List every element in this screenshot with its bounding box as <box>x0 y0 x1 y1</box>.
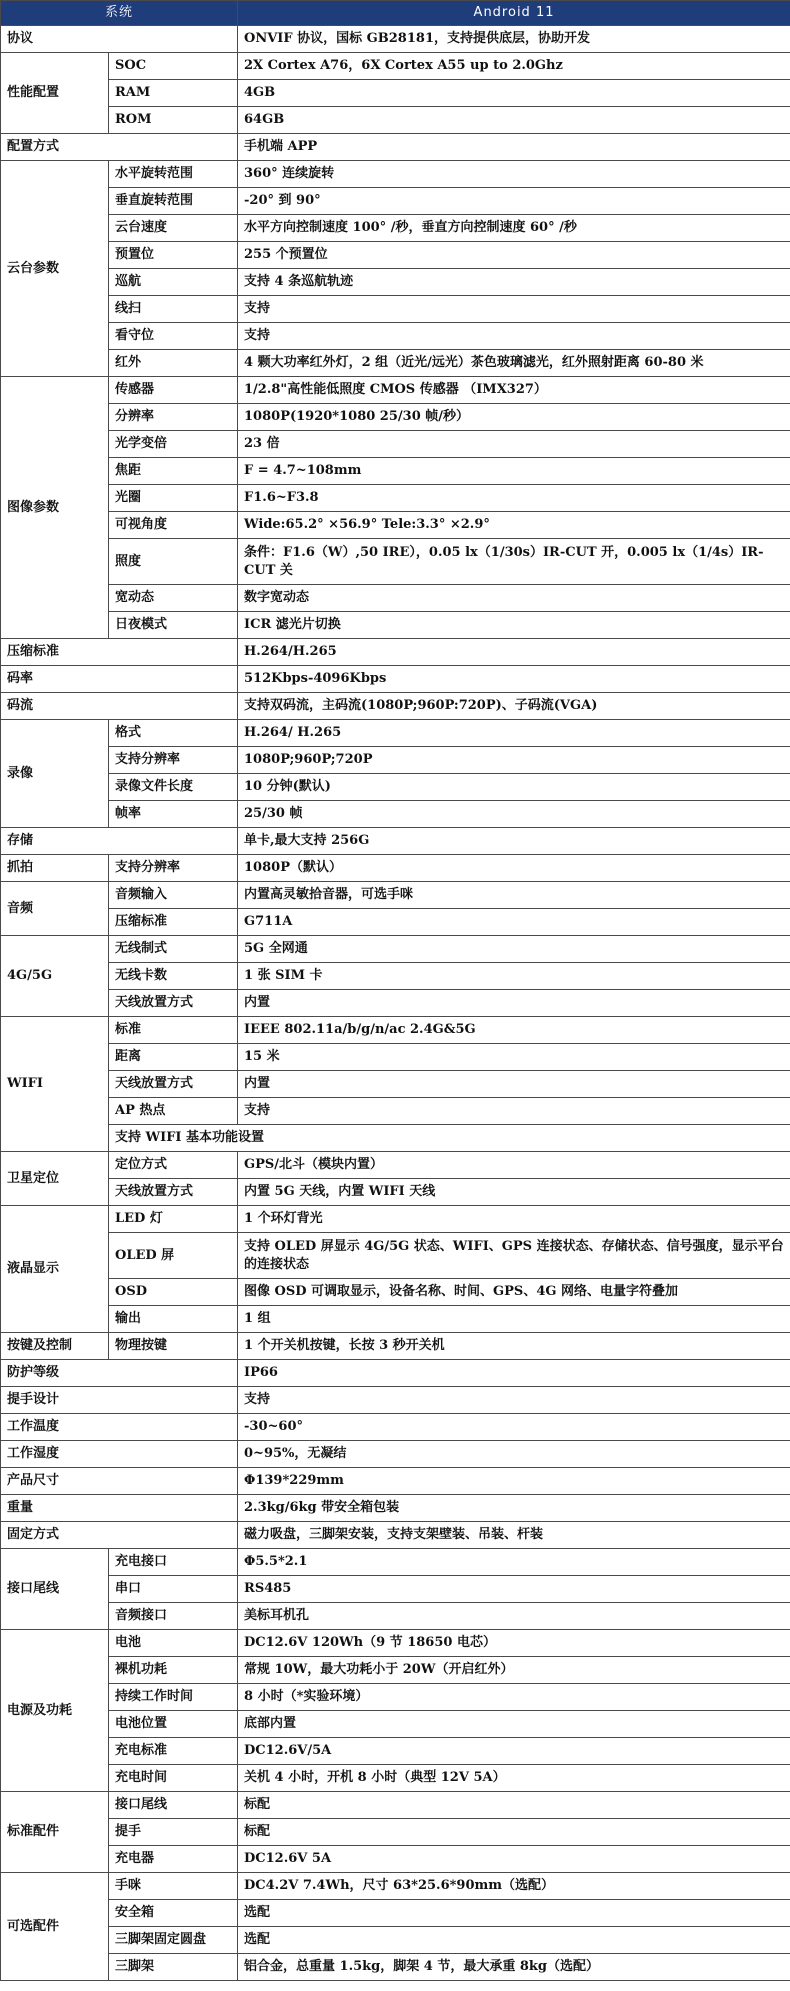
spec-value-cell: 5G 全网通 <box>238 936 790 963</box>
spec-value-cell: -30~60° <box>238 1414 790 1441</box>
spec-key-cell: 光圈 <box>109 485 238 512</box>
group-label-cell: 录像 <box>1 720 109 828</box>
table-row <box>1 801 790 828</box>
spec-key-cell: 支持分辨率 <box>109 747 238 774</box>
group-label-cell: 接口尾线 <box>1 1549 109 1630</box>
spec-value-cell: 水平方向控制速度 100° /秒，垂直方向控制速度 60° /秒 <box>238 215 790 242</box>
spec-key-cell: 预置位 <box>109 242 238 269</box>
spec-key-cell: 三脚架 <box>109 1954 238 1981</box>
spec-key-cell: 持续工作时间 <box>109 1684 238 1711</box>
spec-value-cell: ICR 滤光片切换 <box>238 612 790 639</box>
table-row <box>1 26 790 53</box>
spec-value-cell: 360° 连续旋转 <box>238 161 790 188</box>
table-row <box>1 1044 790 1071</box>
table-row <box>1 909 790 936</box>
spec-key-cell: 标准 <box>109 1017 238 1044</box>
spec-key-cell: 充电接口 <box>109 1549 238 1576</box>
group-label-cell: 图像参数 <box>1 377 109 639</box>
table-row <box>1 53 790 80</box>
spec-label-cell: 码流 <box>1 693 238 720</box>
spec-value-cell: 选配 <box>238 1900 790 1927</box>
spec-value-cell: 0~95%，无凝结 <box>238 1441 790 1468</box>
spec-value-cell: 1080P;960P;720P <box>238 747 790 774</box>
table-row <box>1 882 790 909</box>
table-row <box>1 1900 790 1927</box>
spec-label-cell: 产品尺寸 <box>1 1468 238 1495</box>
table-row <box>1 512 790 539</box>
table-row <box>1 242 790 269</box>
spec-key-cell: 录像文件长度 <box>109 774 238 801</box>
group-label-cell: 液晶显示 <box>1 1206 109 1333</box>
spec-label-cell: 提手设计 <box>1 1387 238 1414</box>
spec-value-cell: 支持双码流，主码流(1080P;960P:720P)、子码流(VGA) <box>238 693 790 720</box>
spec-key-cell: 宽动态 <box>109 585 238 612</box>
spec-label-cell: 防护等级 <box>1 1360 238 1387</box>
spec-value-cell: 8 小时（*实验环境） <box>238 1684 790 1711</box>
table-row <box>1 1576 790 1603</box>
table-row <box>1 1017 790 1044</box>
spec-key-cell: RAM <box>109 80 238 107</box>
spec-key-cell: 天线放置方式 <box>109 1179 238 1206</box>
spec-key-cell: 红外 <box>109 350 238 377</box>
spec-key-cell: OLED 屏 <box>109 1233 238 1279</box>
table-row <box>1 296 790 323</box>
spec-value-cell: H.264/ H.265 <box>238 720 790 747</box>
spec-value-cell: 1080P（默认） <box>238 855 790 882</box>
spec-value-cell: DC4.2V 7.4Wh，尺寸 63*25.6*90mm（选配） <box>238 1873 790 1900</box>
spec-key-cell: 巡航 <box>109 269 238 296</box>
table-row <box>1 1711 790 1738</box>
table-row <box>1 990 790 1017</box>
spec-value-cell: 10 分钟(默认) <box>238 774 790 801</box>
spec-value-cell: 内置高灵敏拾音器，可选手咪 <box>238 882 790 909</box>
spec-value-cell: IP66 <box>238 1360 790 1387</box>
spec-key-cell: 照度 <box>109 539 238 585</box>
spec-key-cell: 焦距 <box>109 458 238 485</box>
spec-value-cell: 单卡,最大支持 256G <box>238 828 790 855</box>
spec-table-body <box>1 26 790 1981</box>
table-row <box>1 323 790 350</box>
table-row <box>1 1549 790 1576</box>
table-row <box>1 269 790 296</box>
table-row <box>1 485 790 512</box>
table-row <box>1 963 790 990</box>
spec-label-cell: 固定方式 <box>1 1522 238 1549</box>
spec-value-cell: 底部内置 <box>238 1711 790 1738</box>
spec-key-cell: SOC <box>109 53 238 80</box>
group-label-cell: WIFI <box>1 1017 109 1152</box>
spec-value-cell: 2.3kg/6kg 带安全箱包装 <box>238 1495 790 1522</box>
header-system-value: Android 11 <box>238 1 790 26</box>
table-row <box>1 1954 790 1981</box>
spec-value-cell: 数字宽动态 <box>238 585 790 612</box>
spec-key-cell: ROM <box>109 107 238 134</box>
spec-key-cell: 充电器 <box>109 1846 238 1873</box>
spec-value-cell: 内置 <box>238 1071 790 1098</box>
table-row <box>1 188 790 215</box>
spec-value-cell: 手机端 APP <box>238 134 790 161</box>
spec-value-cell: 选配 <box>238 1927 790 1954</box>
table-row <box>1 539 790 585</box>
group-label-cell: 电源及功耗 <box>1 1630 109 1792</box>
table-row <box>1 1792 790 1819</box>
header-system-label: 系统 <box>1 1 238 26</box>
group-label-cell: 按键及控制 <box>1 1333 109 1360</box>
spec-value-cell: 内置 5G 天线，内置 WIFI 天线 <box>238 1179 790 1206</box>
spec-key-cell: 定位方式 <box>109 1152 238 1179</box>
group-label-cell: 标准配件 <box>1 1792 109 1873</box>
spec-key-cell: 日夜模式 <box>109 612 238 639</box>
spec-key-cell: 音频输入 <box>109 882 238 909</box>
spec-value-cell: ONVIF 协议，国标 GB28181，支持提供底层，协助开发 <box>238 26 790 53</box>
table-row <box>1 1603 790 1630</box>
spec-value-cell: 支持 <box>238 296 790 323</box>
spec-value-cell: 23 倍 <box>238 431 790 458</box>
table-row <box>1 1927 790 1954</box>
spec-value-cell: 标配 <box>238 1819 790 1846</box>
spec-value-cell: Wide:65.2° ×56.9° Tele:3.3° ×2.9° <box>238 512 790 539</box>
spec-value-cell: F1.6~F3.8 <box>238 485 790 512</box>
spec-key-cell: 光学变倍 <box>109 431 238 458</box>
table-row <box>1 1279 790 1306</box>
spec-key-cell: 距离 <box>109 1044 238 1071</box>
spec-value-cell: IEEE 802.11a/b/g/n/ac 2.4G&5G <box>238 1017 790 1044</box>
spec-key-cell: 帧率 <box>109 801 238 828</box>
spec-key-cell: 格式 <box>109 720 238 747</box>
spec-key-cell: 安全箱 <box>109 1900 238 1927</box>
spec-value-cell: 支持 <box>238 1387 790 1414</box>
spec-value-cell: 1 个环灯背光 <box>238 1206 790 1233</box>
table-row <box>1 1846 790 1873</box>
table-row <box>1 1738 790 1765</box>
spec-key-cell: 支持分辨率 <box>109 855 238 882</box>
table-row <box>1 1387 790 1414</box>
table-row <box>1 1306 790 1333</box>
spec-value-cell: 1 组 <box>238 1306 790 1333</box>
spec-key-cell: 传感器 <box>109 377 238 404</box>
spec-label-cell: 存储 <box>1 828 238 855</box>
table-row <box>1 1071 790 1098</box>
spec-key-cell: 提手 <box>109 1819 238 1846</box>
table-row <box>1 666 790 693</box>
spec-label-cell: 重量 <box>1 1495 238 1522</box>
table-row <box>1 1206 790 1233</box>
spec-key-cell: 接口尾线 <box>109 1792 238 1819</box>
group-label-cell: 卫星定位 <box>1 1152 109 1206</box>
table-row <box>1 134 790 161</box>
spec-value-cell: 1/2.8"高性能低照度 CMOS 传感器 （IMX327） <box>238 377 790 404</box>
group-label-cell: 性能配置 <box>1 53 109 134</box>
group-label-cell: 4G/5G <box>1 936 109 1017</box>
spec-value-cell: 支持 <box>238 1098 790 1125</box>
spec-value-cell: -20° 到 90° <box>238 188 790 215</box>
table-row <box>1 1684 790 1711</box>
spec-value-cell: DC12.6V 5A <box>238 1846 790 1873</box>
spec-label-cell: 协议 <box>1 26 238 53</box>
spec-value-cell: 25/30 帧 <box>238 801 790 828</box>
spec-key-cell: 物理按键 <box>109 1333 238 1360</box>
spec-value-cell: 常规 10W，最大功耗小于 20W（开启红外） <box>238 1657 790 1684</box>
table-row <box>1 1441 790 1468</box>
table-row <box>1 1630 790 1657</box>
spec-key-cell: 充电时间 <box>109 1765 238 1792</box>
group-label-cell: 云台参数 <box>1 161 109 377</box>
spec-value-cell: 1 个开关机按键，长按 3 秒开关机 <box>238 1333 790 1360</box>
spec-label-cell: 配置方式 <box>1 134 238 161</box>
spec-value-cell: 美标耳机孔 <box>238 1603 790 1630</box>
spec-value-cell: 内置 <box>238 990 790 1017</box>
table-row <box>1 1098 790 1125</box>
table-row <box>1 747 790 774</box>
spec-value-cell: 图像 OSD 可调取显示，设备名称、时间、GPS、4G 网络、电量字符叠加 <box>238 1279 790 1306</box>
spec-key-cell: OSD <box>109 1279 238 1306</box>
spec-key-cell: 线扫 <box>109 296 238 323</box>
table-row <box>1 1233 790 1279</box>
table-row <box>1 1414 790 1441</box>
table-row <box>1 80 790 107</box>
spec-value-cell: 支持 4 条巡航轨迹 <box>238 269 790 296</box>
spec-value-cell: 关机 4 小时，开机 8 小时（典型 12V 5A） <box>238 1765 790 1792</box>
spec-key-cell: LED 灯 <box>109 1206 238 1233</box>
table-row <box>1 855 790 882</box>
table-row <box>1 1522 790 1549</box>
spec-key-cell: 压缩标准 <box>109 909 238 936</box>
table-row <box>1 720 790 747</box>
spec-value-cell: 255 个预置位 <box>238 242 790 269</box>
table-row <box>1 639 790 666</box>
spec-key-cell: 天线放置方式 <box>109 990 238 1017</box>
group-label-cell: 可选配件 <box>1 1873 109 1981</box>
group-label-cell: 抓拍 <box>1 855 109 882</box>
table-row <box>1 161 790 188</box>
spec-key-cell: 无线制式 <box>109 936 238 963</box>
table-row <box>1 1765 790 1792</box>
spec-value-cell: 1080P(1920*1080 25/30 帧/秒） <box>238 404 790 431</box>
spec-value-cell: 条件：F1.6（W）,50 IRE），0.05 lx（1/30s）IR-CUT 开，0.005 lx（1/4s）IR-CUT 关 <box>238 539 790 585</box>
spec-key-cell: 可视角度 <box>109 512 238 539</box>
spec-key-cell: 输出 <box>109 1306 238 1333</box>
table-row <box>1 693 790 720</box>
table-row <box>1 828 790 855</box>
spec-value-cell: 64GB <box>238 107 790 134</box>
spec-value-cell: G711A <box>238 909 790 936</box>
spec-value-cell: F = 4.7~108mm <box>238 458 790 485</box>
group-label-cell: 音频 <box>1 882 109 936</box>
table-row <box>1 215 790 242</box>
spec-key-cell: 裸机功耗 <box>109 1657 238 1684</box>
spec-value-cell: 4GB <box>238 80 790 107</box>
spec-key-cell: 分辨率 <box>109 404 238 431</box>
table-row <box>1 1873 790 1900</box>
spec-key-cell: 天线放置方式 <box>109 1071 238 1098</box>
spec-key-cell: 无线卡数 <box>109 963 238 990</box>
spec-key-cell: 水平旋转范围 <box>109 161 238 188</box>
spec-value-cell: DC12.6V/5A <box>238 1738 790 1765</box>
spec-key-cell: 电池 <box>109 1630 238 1657</box>
spec-key-cell: 串口 <box>109 1576 238 1603</box>
spec-value-cell: 4 颗大功率红外灯，2 组（近光/远光）茶色玻璃滤光，红外照射距离 60-80 米 <box>238 350 790 377</box>
table-row <box>1 1125 790 1152</box>
table-row <box>1 1360 790 1387</box>
table-row <box>1 936 790 963</box>
table-row <box>1 431 790 458</box>
spec-value-cell: Φ5.5*2.1 <box>238 1549 790 1576</box>
spec-key-cell: 三脚架固定圆盘 <box>109 1927 238 1954</box>
table-row <box>1 1333 790 1360</box>
spec-key-cell: 音频接口 <box>109 1603 238 1630</box>
table-row <box>1 1468 790 1495</box>
table-row <box>1 350 790 377</box>
spec-key-cell: 电池位置 <box>109 1711 238 1738</box>
spec-value-cell: 支持 <box>238 323 790 350</box>
table-row <box>1 377 790 404</box>
table-row <box>1 1152 790 1179</box>
spec-value-cell: Φ139*229mm <box>238 1468 790 1495</box>
spec-key-cell: 垂直旋转范围 <box>109 188 238 215</box>
spec-key-cell: 手咪 <box>109 1873 238 1900</box>
spec-value-cell: GPS/北斗（模块内置） <box>238 1152 790 1179</box>
spec-value-cell: DC12.6V 120Wh（9 节 18650 电芯） <box>238 1630 790 1657</box>
table-row <box>1 458 790 485</box>
table-row <box>1 585 790 612</box>
table-row <box>1 404 790 431</box>
spec-key-cell: 云台速度 <box>109 215 238 242</box>
spec-label-cell: 码率 <box>1 666 238 693</box>
spec-value-cell: H.264/H.265 <box>238 639 790 666</box>
spec-note-cell: 支持 WIFI 基本功能设置 <box>109 1125 790 1152</box>
spec-value-cell: 铝合金，总重量 1.5kg，脚架 4 节，最大承重 8kg（选配） <box>238 1954 790 1981</box>
spec-value-cell: 磁力吸盘，三脚架安装，支持支架壁装、吊装、杆装 <box>238 1522 790 1549</box>
spec-value-cell: 512Kbps-4096Kbps <box>238 666 790 693</box>
table-row <box>1 774 790 801</box>
spec-key-cell: 充电标准 <box>109 1738 238 1765</box>
table-row <box>1 1495 790 1522</box>
table-row <box>1 612 790 639</box>
spec-value-cell: 2X Cortex A76，6X Cortex A55 up to 2.0Ghz <box>238 53 790 80</box>
spec-label-cell: 工作湿度 <box>1 1441 238 1468</box>
table-row <box>1 1657 790 1684</box>
spec-value-cell: 15 米 <box>238 1044 790 1071</box>
table-row <box>1 1819 790 1846</box>
spec-key-cell: 看守位 <box>109 323 238 350</box>
spec-label-cell: 工作温度 <box>1 1414 238 1441</box>
spec-value-cell: 支持 OLED 屏显示 4G/5G 状态、WIFI、GPS 连接状态、存储状态、信号强度，显示平台的连接状态 <box>238 1233 790 1279</box>
spec-value-cell: 标配 <box>238 1792 790 1819</box>
spec-value-cell: 1 张 SIM 卡 <box>238 963 790 990</box>
spec-value-cell: RS485 <box>238 1576 790 1603</box>
table-row <box>1 107 790 134</box>
spec-key-cell: AP 热点 <box>109 1098 238 1125</box>
spec-label-cell: 压缩标准 <box>1 639 238 666</box>
table-header-row <box>1 1 790 26</box>
table-row <box>1 1179 790 1206</box>
